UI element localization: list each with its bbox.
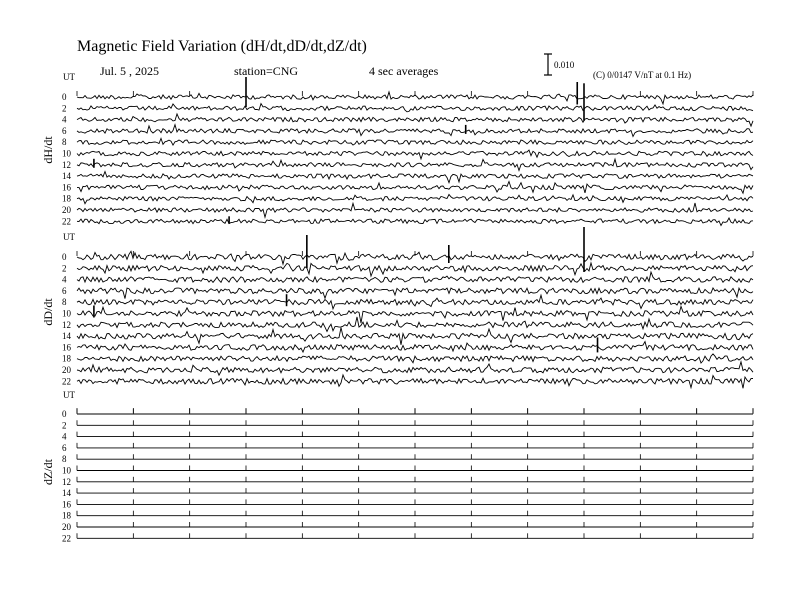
row-label: 4 — [62, 274, 67, 285]
panel-dZ-dt — [41, 390, 753, 543]
trace-row-4 — [77, 114, 753, 126]
row-label: 12 — [62, 319, 71, 330]
scale-note-label: (C) 0/0147 V/nT at 0.1 Hz) — [593, 70, 692, 80]
row-label: 2 — [62, 263, 67, 274]
scale-value-label: 0.010 — [554, 60, 575, 70]
trace-row-8 — [77, 295, 753, 309]
row-label: 10 — [62, 148, 71, 159]
panel-ylabel: dZ/dt — [41, 459, 55, 485]
row-label: 0 — [62, 92, 67, 102]
row-label: 6 — [62, 285, 67, 296]
row-label: 16 — [62, 499, 71, 510]
row-label: 18 — [62, 510, 71, 521]
panel-ylabel: dD/dt — [41, 298, 55, 326]
row-label: 0 — [62, 252, 67, 262]
row-label: 4 — [62, 114, 67, 125]
row-label: 10 — [62, 465, 71, 476]
row-label: 14 — [62, 331, 71, 342]
panel-ylabel: dH/dt — [41, 136, 55, 164]
row-label: 0 — [62, 409, 67, 419]
trace-row-12 — [77, 159, 753, 170]
trace-row-14 — [77, 328, 753, 345]
row-label: 8 — [62, 454, 67, 465]
station-label: station=CNG — [234, 64, 299, 78]
trace-row-10 — [77, 150, 753, 159]
ut-axis-label: UT — [63, 72, 75, 82]
row-label: 12 — [62, 476, 71, 487]
date-label: Jul. 5 , 2025 — [100, 64, 160, 78]
trace-row-4 — [77, 272, 753, 282]
row-label: 14 — [62, 171, 71, 182]
panel-dD-dt — [41, 227, 753, 388]
row-label: 4 — [62, 431, 67, 442]
row-label: 22 — [62, 533, 71, 544]
row-label: 22 — [62, 376, 71, 387]
row-label: 20 — [62, 365, 71, 375]
row-label: 20 — [62, 522, 71, 532]
trace-row-12 — [77, 317, 753, 332]
row-label: 8 — [62, 137, 67, 148]
row-label: 12 — [62, 159, 71, 170]
trace-row-20 — [77, 362, 753, 375]
row-label: 2 — [62, 420, 67, 431]
trace-row-22 — [77, 218, 753, 226]
trace-row-2 — [77, 104, 753, 112]
row-label: 18 — [62, 193, 71, 204]
trace-row-8 — [77, 138, 753, 145]
trace-row-10 — [77, 306, 753, 323]
ut-axis-label: UT — [63, 232, 75, 242]
row-label: 6 — [62, 442, 67, 453]
row-label: 10 — [62, 308, 71, 319]
scale-bar — [544, 54, 552, 75]
row-label: 2 — [62, 103, 67, 114]
row-label: 8 — [62, 297, 67, 308]
trace-row-18 — [77, 354, 753, 363]
trace-row-22 — [77, 375, 753, 388]
row-label: 6 — [62, 125, 67, 136]
row-label: 16 — [62, 342, 71, 353]
trace-row-6 — [77, 125, 753, 137]
trace-row-6 — [77, 288, 753, 299]
row-label: 18 — [62, 353, 71, 364]
chart-title: Magnetic Field Variation (dH/dt,dD/dt,dZ/dt) — [77, 38, 367, 55]
row-label: 14 — [62, 488, 71, 499]
ut-axis-label: UT — [63, 390, 75, 400]
trace-row-16 — [77, 182, 753, 194]
trace-row-20 — [77, 203, 753, 217]
trace-row-18 — [77, 195, 753, 204]
row-label: 20 — [62, 205, 71, 215]
trace-row-16 — [77, 342, 753, 353]
panel-dH-dt — [41, 72, 753, 226]
trace-row-14 — [77, 172, 753, 183]
averaging-label: 4 sec averages — [369, 64, 439, 78]
row-label: 16 — [62, 182, 71, 193]
row-label: 22 — [62, 216, 71, 227]
